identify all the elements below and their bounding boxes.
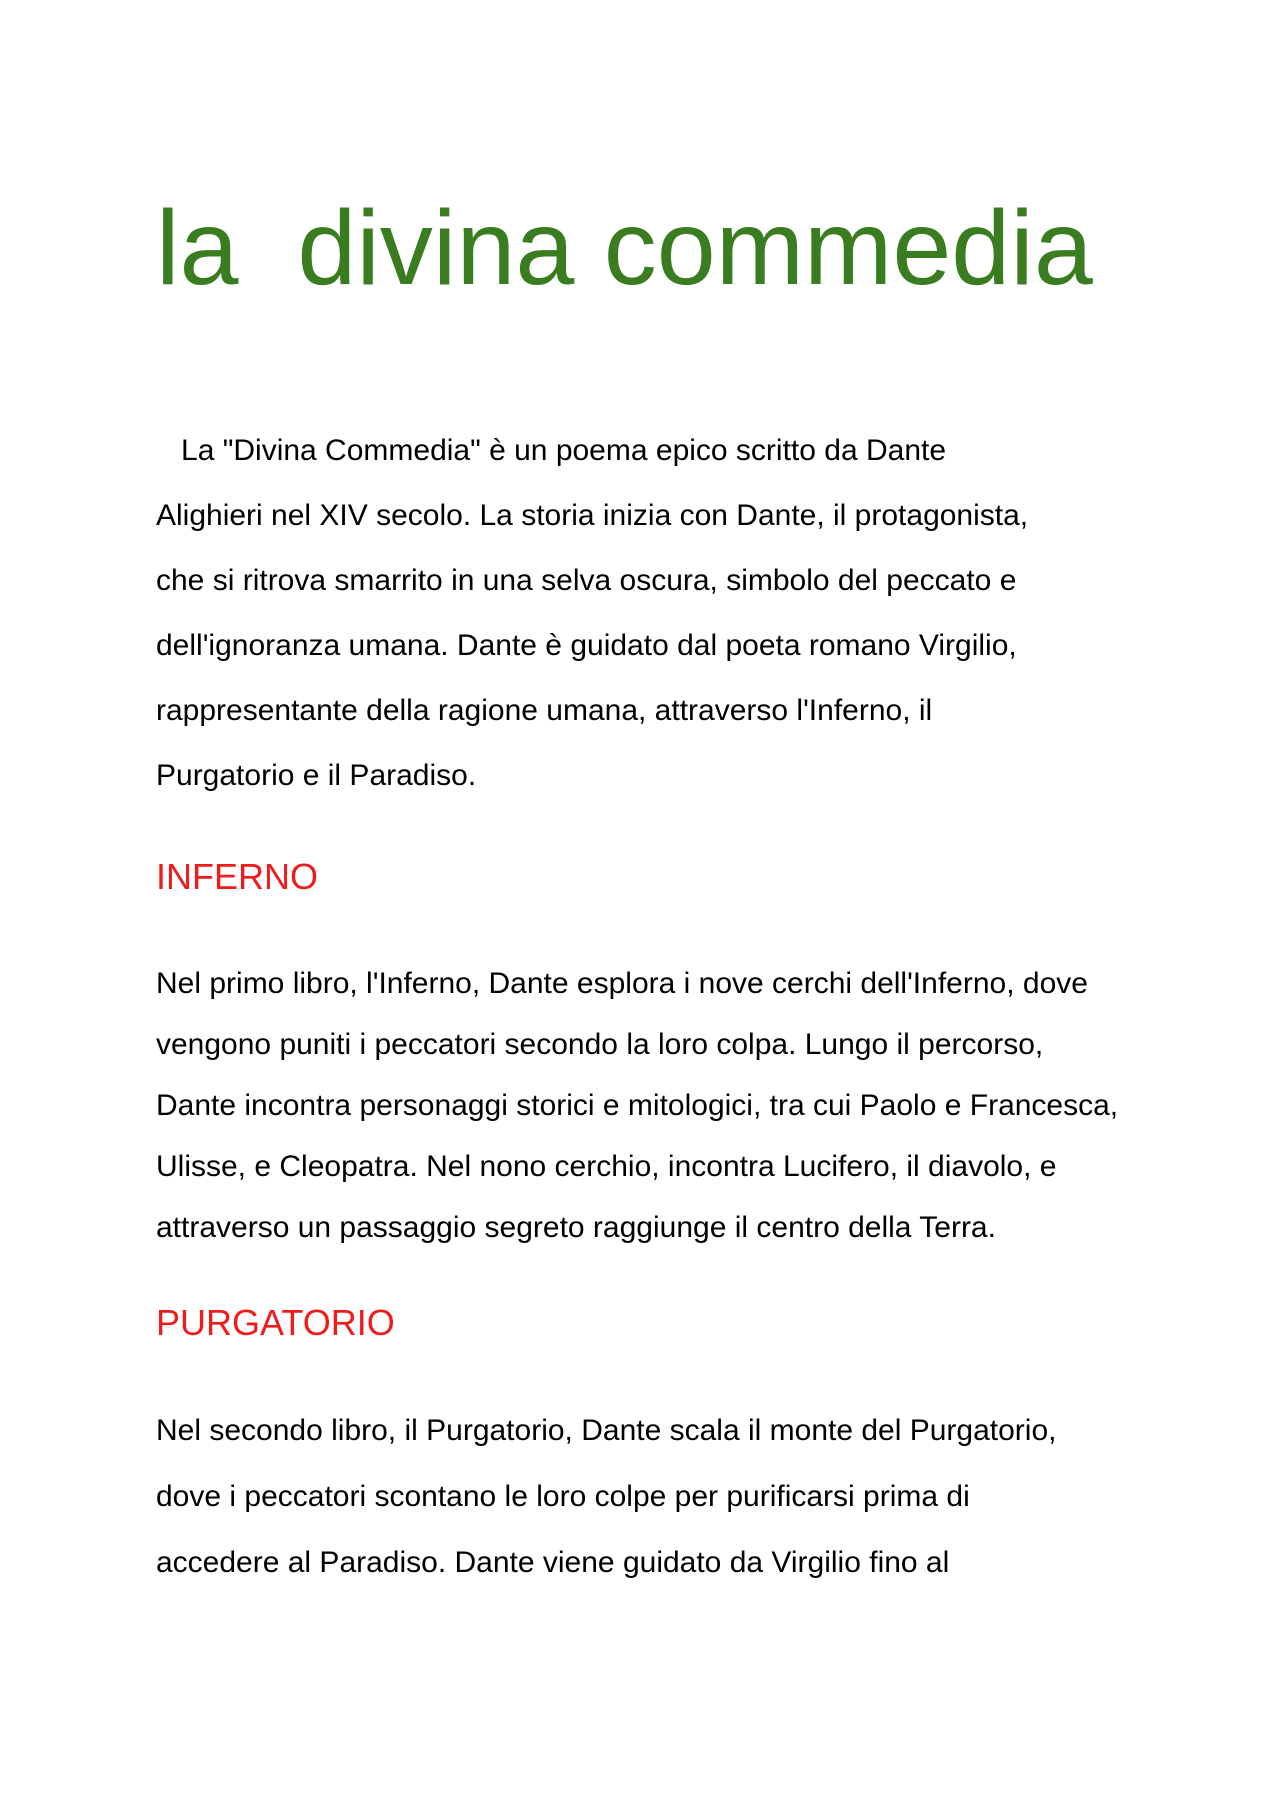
intro-line: La "Divina Commedia" è un poema epico scritto da Dante <box>156 434 947 467</box>
inferno-line: attraverso un passaggio segreto raggiunge il centro della Terra. <box>156 1211 996 1244</box>
purgatorio-line: Nel secondo libro, il Purgatorio, Dante scala il monte del Purgatorio, <box>156 1414 1057 1447</box>
intro-line: dell'ignoranza umana. Dante è guidato dal poeta romano Virgilio, <box>156 629 1017 662</box>
intro-paragraph <box>156 418 1028 808</box>
document-title: la divina commedia <box>156 189 1093 307</box>
inferno-paragraph <box>156 953 1118 1258</box>
section-heading-purgatorio: PURGATORIO <box>156 1302 395 1343</box>
intro-line: rappresentante della ragione umana, attraverso l'Inferno, il <box>156 694 933 727</box>
intro-line: Alighieri nel XIV secolo. La storia inizia con Dante, il protagonista, <box>156 499 1029 532</box>
inferno-line: vengono puniti i peccatori secondo la loro colpa. Lungo il percorso, <box>156 1028 1044 1061</box>
purgatorio-paragraph <box>156 1398 1056 1596</box>
purgatorio-line: dove i peccatori scontano le loro colpe per purificarsi prima di <box>156 1480 970 1513</box>
inferno-line: Ulisse, e Cleopatra. Nel nono cerchio, incontra Lucifero, il diavolo, e <box>156 1150 1057 1183</box>
intro-line: che si ritrova smarrito in una selva oscura, simbolo del peccato e <box>156 564 1017 597</box>
intro-line: Purgatorio e il Paradiso. <box>156 759 477 792</box>
section-heading-inferno: INFERNO <box>156 856 318 897</box>
purgatorio-line: accedere al Paradiso. Dante viene guidato da Virgilio fino al <box>156 1546 950 1579</box>
inferno-line: Nel primo libro, l'Inferno, Dante esplora i nove cerchi dell'Inferno, dove <box>156 967 1088 1000</box>
inferno-line: Dante incontra personaggi storici e mitologici, tra cui Paolo e Francesca, <box>156 1089 1119 1122</box>
